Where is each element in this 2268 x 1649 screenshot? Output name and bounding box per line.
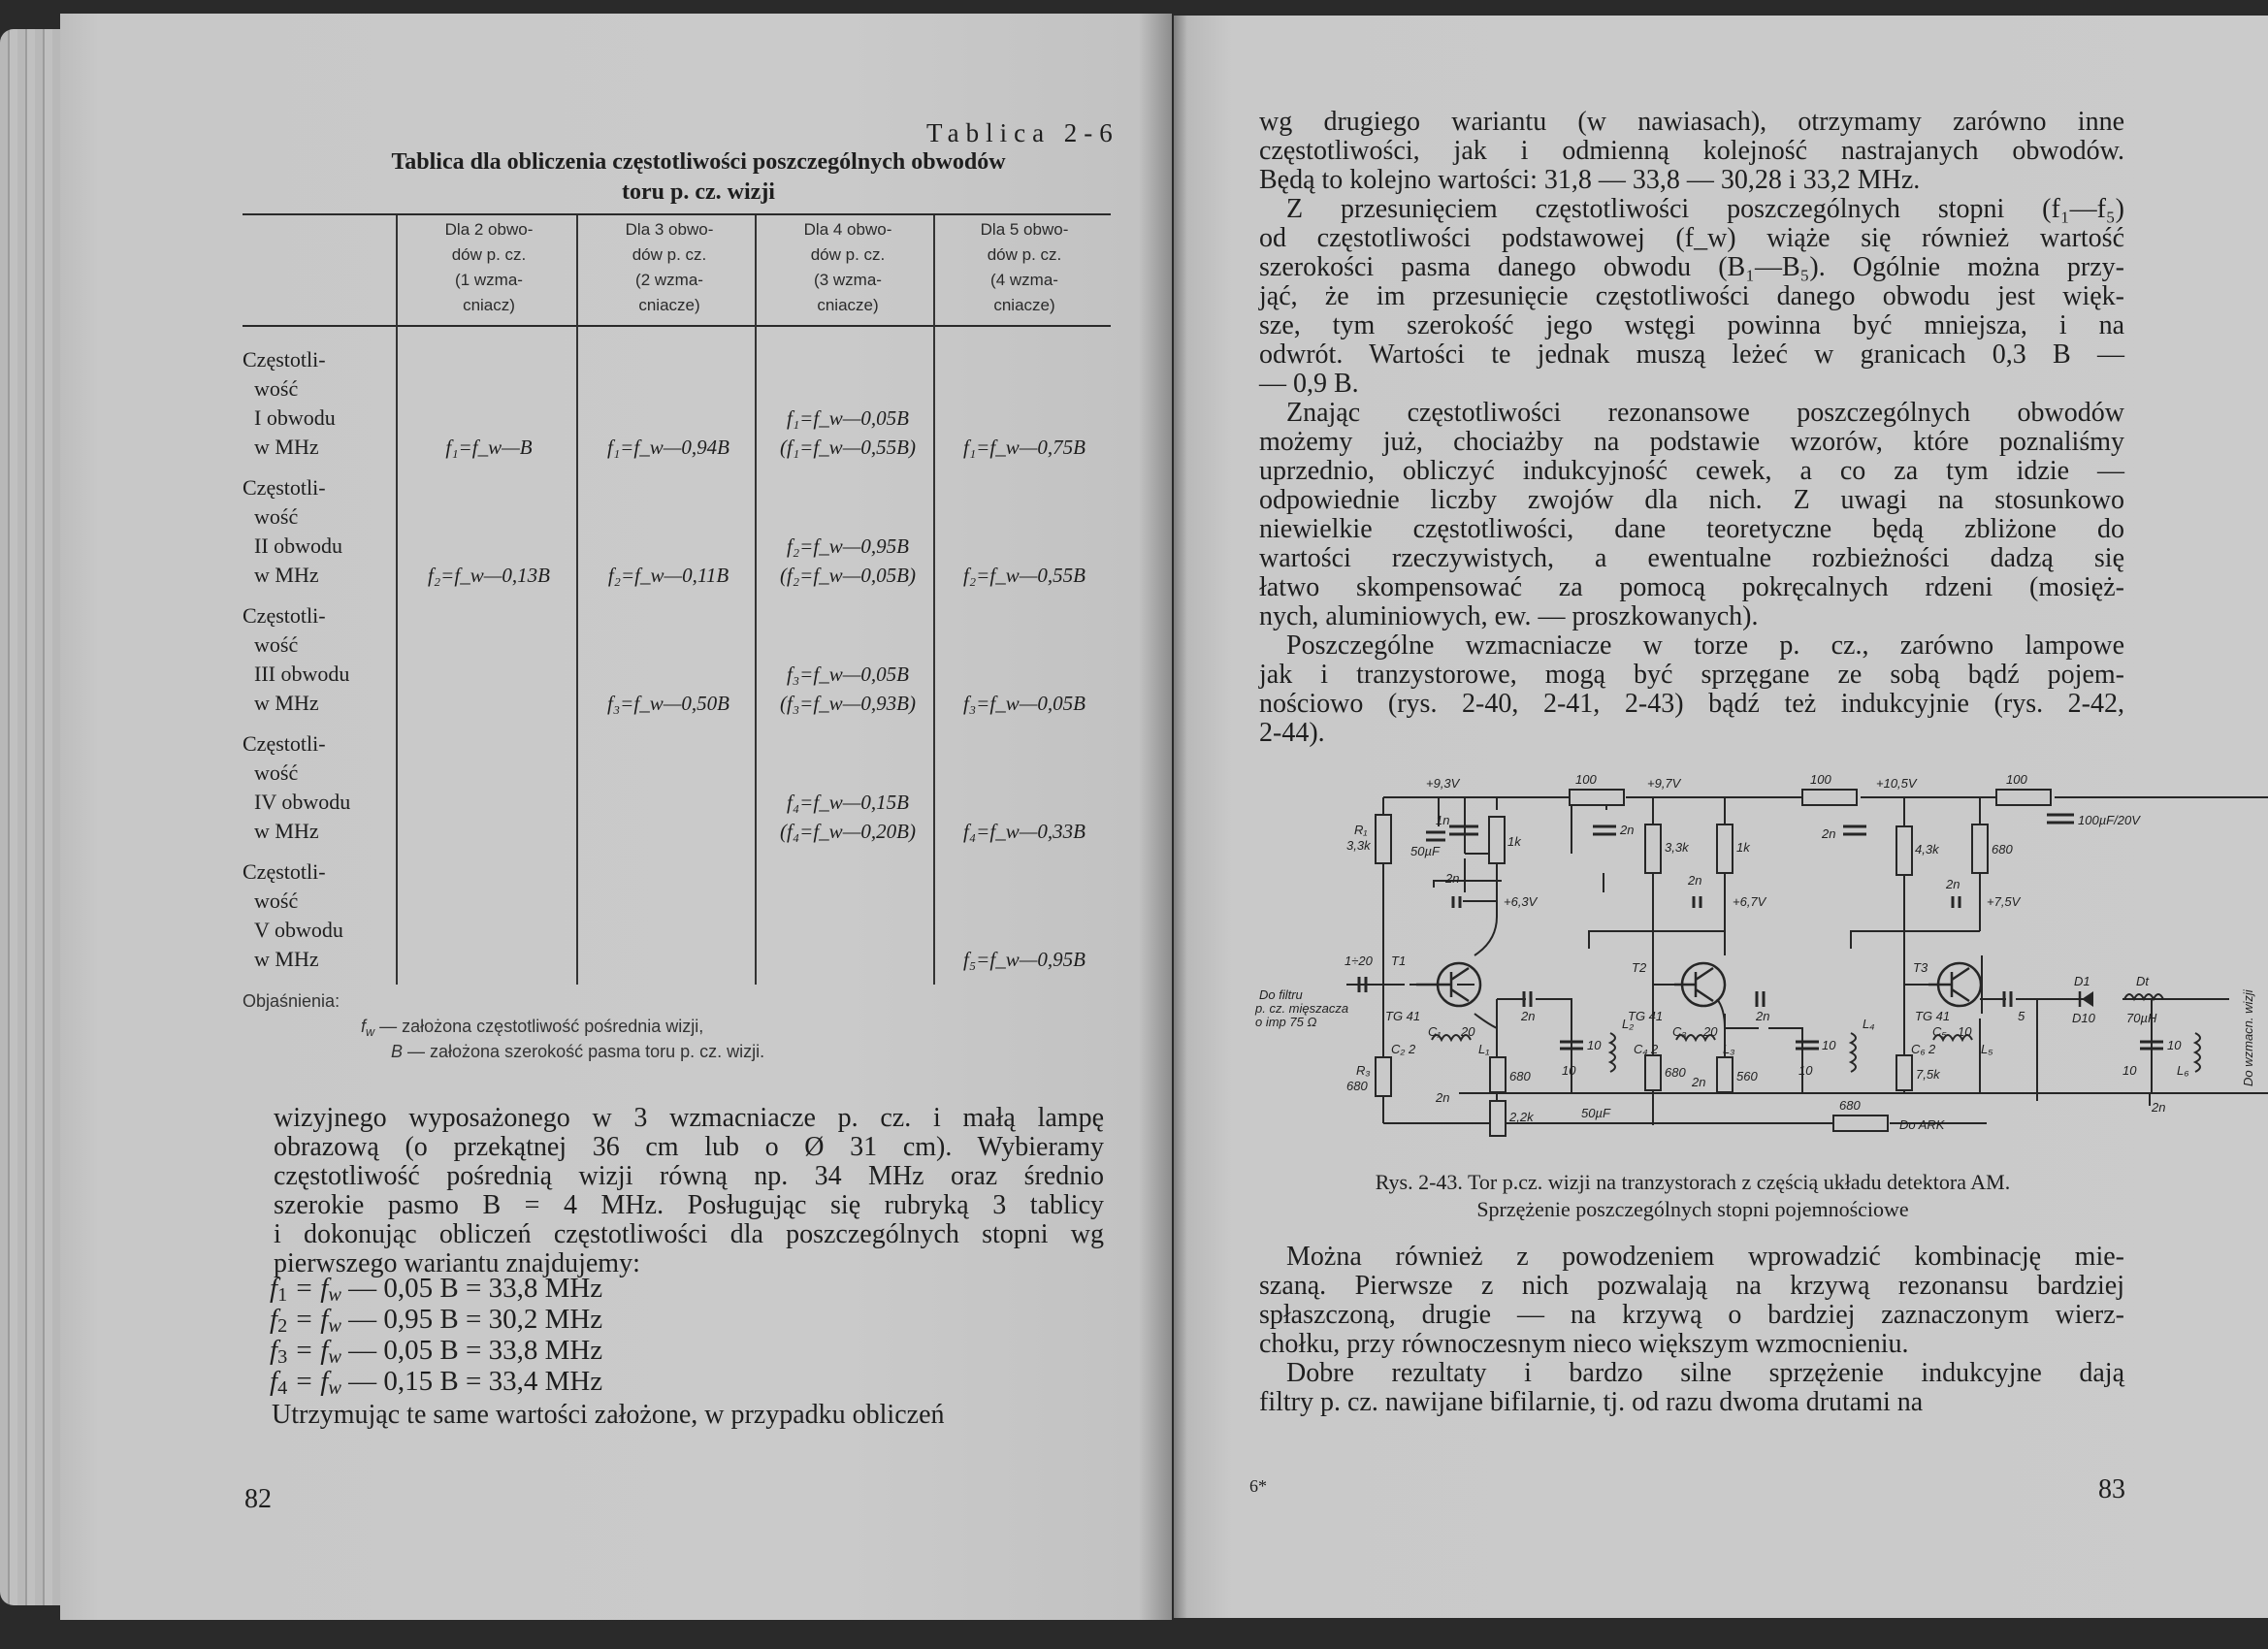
table-cell: (f₄=f_w—0,20B) — [780, 820, 916, 843]
table-cell: f₂=f_w—0,13B — [428, 564, 550, 587]
table-row-label — [243, 601, 349, 718]
header-line: (3 wzma- — [814, 271, 882, 289]
table-cell: f₃=f_w—0,05B — [787, 663, 909, 686]
label-t2: T2 — [1632, 960, 1647, 975]
table-cell: f₃=f_w—0,50B — [607, 692, 729, 715]
table-cell: f₄=f_w—0,15B — [787, 791, 909, 814]
eq-subscript: 4 — [277, 1377, 288, 1399]
row-label-line: wość — [254, 376, 299, 401]
text-line: niewielkie częstotliwości, dane teoretyczne będą zbliżone do — [1259, 514, 2124, 544]
text-line: częstotliwość pośrednią wizji równą np. 34 MHz oraz średnio — [274, 1161, 1104, 1191]
resistor-680-b — [1490, 1057, 1506, 1092]
row-label-line: Częstotli- — [243, 731, 326, 756]
label-50uf: 50µF — [1410, 844, 1440, 858]
text-line: nościowo (rys. 2-40, 2-41, 2-43) bądź też indukcyjnie (rys. 2-42, — [1259, 689, 2124, 719]
text-line: — 0,9 B. — [1259, 369, 1359, 399]
row-label-line: wość — [254, 889, 299, 913]
label-l2: L₂ — [1622, 1017, 1635, 1031]
label-560: 560 — [1736, 1069, 1758, 1083]
text-line: Poszczególne wzmacniacze w torze p. cz., zarówno lampowe — [1286, 630, 2124, 661]
label-1-20: 1÷20 — [1345, 954, 1373, 968]
label-c3-value: 20 — [1703, 1024, 1718, 1039]
row-label-line: Częstotli- — [243, 475, 326, 500]
text-line: filtry p. cz. nawijane bifilarnie, tj. od razu dwoma drutami na — [1259, 1387, 1924, 1417]
row-label-line: II obwodu — [254, 534, 343, 558]
header-line: cniacze) — [817, 296, 879, 314]
caption-line-2: Sprzężenie poszczególnych stopni pojemnościowe — [1476, 1197, 1909, 1221]
label-d1: D1 — [2074, 974, 2090, 988]
label-plus-7-5v: +7,5V — [1987, 894, 2021, 909]
book-page-edges — [0, 29, 60, 1605]
capacitor-2n-e — [1953, 896, 1960, 908]
table-title-line-2: toru p. cz. wizji — [622, 179, 775, 205]
text-line: odpowiednie liczby zwojów dla nich. Z uwagi na stosunkowo — [1259, 485, 2124, 515]
resistors — [1376, 790, 2051, 1136]
text-line: spłaszczoną, drugie — na krzywą o bardziej zaznaczonym wierz- — [1259, 1300, 2124, 1330]
text-line: Znając częstotliwości rezonansowe poszczególnych obwodów — [1286, 398, 2124, 428]
text-line: i dokonując obliczeń częstotliwości dla poszczególnych stopni wg — [274, 1219, 1104, 1249]
table-top-rule — [243, 213, 1111, 215]
row-label-line: III obwodu — [254, 662, 350, 686]
label-input-2: p. cz. mięszacza — [1255, 1001, 1349, 1016]
text-line: jąć, że im przesunięcie częstotliwości danego obwodu jest więk- — [1259, 281, 2124, 311]
label-c6-value: 2 — [1928, 1042, 1936, 1056]
resistor-100-b — [1802, 790, 1857, 805]
label-l6: L₆ — [2177, 1063, 2189, 1078]
table-cell: f₁=f_w—0,05B — [787, 406, 909, 430]
resistor-680-a — [1972, 824, 1988, 873]
text-line: jak i tranzystorowe, mogą być sprzęgane ze sobą bądź pojem- — [1259, 660, 2124, 690]
label-680-a: 680 — [1992, 842, 2013, 857]
label-2n-f: 2n — [1521, 1009, 1536, 1023]
label-100uf-20v: 100µF/20V — [2078, 813, 2140, 827]
label-2n-a: 2n — [1445, 871, 1460, 886]
label-680-c: 680 — [1665, 1065, 1686, 1080]
right-paragraph-6 — [1259, 1359, 2124, 1417]
text-line: Z przesunięciem częstotliwości poszczególnych stopni (f₁—f₅) — [1286, 194, 2124, 224]
label-680-d: 680 — [1839, 1098, 1861, 1113]
circuit-labels — [1254, 772, 2268, 1132]
eq-equals: = f — [287, 1335, 329, 1366]
resistor-100-a — [1570, 790, 1624, 805]
header-line: cniacz) — [463, 296, 515, 314]
label-10-e: 10 — [2122, 1063, 2137, 1078]
label-l4: L₄ — [1863, 1017, 1875, 1031]
label-plus-9-3v: +9,3V — [1426, 776, 1460, 791]
table-row-label — [243, 345, 336, 462]
eq-rest: — 0,15 B = 33,4 MHz — [340, 1366, 603, 1397]
table-column-divider — [933, 215, 935, 985]
row-label-line: wość — [254, 504, 299, 529]
eq-symbol: f — [270, 1304, 278, 1335]
legend-line-b — [391, 1042, 764, 1062]
text-line: Można również z powodzeniem wprowadzić kombinację mie- — [1286, 1242, 2124, 1272]
text-line: Dobre rezultaty i bardzo silne sprzężenie indukcyjne dają — [1286, 1358, 2124, 1388]
text-line: szerokości pasma danego obwodu (B₁—B₅). Ogólnie można przy- — [1259, 252, 2124, 282]
table-cell: (f₃=f_w—0,93B) — [780, 692, 916, 715]
resistor-3-3k — [1645, 824, 1661, 873]
label-2n-d: 2n — [1822, 826, 1836, 841]
label-c5-value: 10 — [1958, 1024, 1972, 1039]
table-column-header — [761, 217, 935, 318]
label-2n-i: 2n — [1436, 1090, 1450, 1105]
capacitor-2n-a — [1453, 896, 1460, 908]
label-plus-10-5v: +10,5V — [1876, 776, 1917, 791]
resistor-r1 — [1376, 815, 1391, 863]
row-label-line: w MHz — [254, 435, 319, 459]
capacitor-2n-c — [1694, 896, 1701, 908]
text-line: Utrzymując te same wartości założone, w przypadku obliczeń — [272, 1400, 945, 1430]
label-plus-6-3v: +6,3V — [1504, 894, 1538, 909]
right-paragraph-5 — [1259, 1243, 2124, 1359]
table-column-divider — [755, 215, 757, 985]
label-c4-value: 2 — [1651, 1042, 1659, 1056]
header-line: Dla 2 obwo- — [444, 220, 534, 239]
legend-text: — założona szerokość pasma toru p. cz. wizji. — [403, 1042, 765, 1061]
eq-equals: = f — [287, 1366, 329, 1397]
label-tg41-1: TG 41 — [1385, 1009, 1421, 1023]
table-cell: f₁=f_w—B — [445, 436, 533, 459]
text-line: pierwszego wariantu znajdujemy: — [274, 1248, 640, 1278]
label-1k-b: 1k — [1736, 840, 1750, 855]
row-label-line: Częstotli- — [243, 347, 326, 372]
coils — [1432, 994, 2200, 1072]
header-line: (1 wzma- — [455, 271, 523, 289]
table-row-label — [243, 473, 342, 590]
label-r1-value: 3,3k — [1346, 838, 1371, 853]
text-line: szerokie pasmo B = 4 MHz. Posługując się rubryką 3 tablicy — [274, 1190, 1104, 1220]
label-l5: L₅ — [1981, 1042, 1993, 1056]
label-t3: T3 — [1913, 960, 1928, 975]
eq-subscript: 3 — [277, 1346, 288, 1368]
resistor-4-3k — [1896, 826, 1912, 875]
label-tg41-3: TG 41 — [1915, 1009, 1951, 1023]
row-label-line: w MHz — [254, 947, 319, 971]
label-10-f: 10 — [2167, 1038, 2182, 1052]
text-line: uprzednio, obliczyć indukcyjność cewek, a co za tym idzie — — [1259, 456, 2124, 486]
label-2-2k: 2,2k — [1509, 1110, 1534, 1124]
label-c1: C₁ — [1428, 1024, 1442, 1039]
right-paragraph-2 — [1259, 195, 2124, 399]
legend-symbol: B — [391, 1042, 404, 1061]
eq-symbol: f — [270, 1273, 278, 1304]
table-column-header — [937, 217, 1112, 318]
resistor-7-5k — [1896, 1055, 1912, 1090]
left-paragraph-2 — [272, 1401, 1104, 1430]
label-r3: R₃ — [1356, 1063, 1371, 1078]
label-c3: C₃ — [1672, 1024, 1687, 1039]
label-c6: C₆ — [1911, 1042, 1926, 1056]
eq-subscript: w — [328, 1377, 341, 1399]
label-10-a: 10 — [1587, 1038, 1602, 1052]
table-header-rule — [243, 325, 1111, 327]
row-label-line: I obwodu — [254, 405, 336, 430]
row-label-line: V obwodu — [254, 918, 343, 942]
table-title-line-1: Tablica dla obliczenia częstotliwości poszczególnych obwodów — [391, 149, 1006, 175]
label-2n-b: 2n — [1620, 823, 1635, 837]
table-cell: f₂=f_w—0,11B — [607, 564, 729, 587]
header-line: (4 wzma- — [990, 271, 1058, 289]
text-line: odwrót. Wartości te jednak muszą leżeć w granicach 0,3 B — — [1259, 340, 2124, 370]
label-50uf-b: 50µF — [1581, 1106, 1610, 1120]
label-c4: C₄ — [1634, 1042, 1648, 1056]
text-line: wartości rzeczywistych, a ewentualne rozbieżności dadzą się — [1259, 543, 2124, 573]
table-row-label — [243, 857, 343, 974]
table-cell: (f₂=f_w—0,05B) — [780, 564, 916, 587]
row-label-line: Częstotli- — [243, 603, 326, 628]
label-2n-h: 2n — [2152, 1100, 2166, 1115]
capacitor-2n-f — [1524, 991, 1531, 1007]
resistor-2-2k — [1490, 1101, 1506, 1136]
header-line: dów p. cz. — [632, 245, 707, 264]
right-paragraph-3 — [1259, 399, 2124, 631]
header-line: dów p. cz. — [810, 245, 886, 264]
resistor-r3 — [1376, 1057, 1391, 1096]
header-line: Dla 5 obwo- — [980, 220, 1069, 239]
resistor-1k-b — [1717, 824, 1733, 873]
label-c5: C₅ — [1932, 1024, 1947, 1039]
eq-subscript: w — [328, 1315, 341, 1337]
table-cell: f₃=f_w—0,05B — [963, 692, 1085, 715]
label-7-5k: 7,5k — [1916, 1067, 1940, 1082]
header-line: cniacze) — [638, 296, 700, 314]
label-2n-e: 2n — [1946, 877, 1960, 891]
eq-rest: — 0,05 B = 33,8 MHz — [340, 1335, 603, 1366]
eq-symbol: f — [270, 1366, 278, 1397]
table-cell: (f₁=f_w—0,55B) — [780, 436, 916, 459]
text-line: chołku, przy równoczesnym nieco większym wzmocnieniu. — [1259, 1329, 1909, 1359]
eq-equals: = f — [287, 1304, 329, 1335]
header-line: Dla 3 obwo- — [625, 220, 714, 239]
eq-subscript: 2 — [277, 1315, 288, 1337]
row-label-line: w MHz — [254, 819, 319, 843]
label-d10: D10 — [2072, 1011, 2095, 1025]
label-r3-value: 680 — [1346, 1079, 1368, 1093]
eq-rest: — 0,05 B = 33,8 MHz — [340, 1273, 603, 1304]
label-c2-value: 2 — [1409, 1042, 1416, 1056]
capacitor-5 — [2004, 991, 2011, 1007]
label-680-b: 680 — [1509, 1069, 1531, 1083]
table-cell: f₁=f_w—0,94B — [607, 436, 729, 459]
label-100-a: 100 — [1575, 772, 1597, 787]
text-line: łatwo skompensować za pomocą pokręcalnych rdzeni (mosięż- — [1259, 572, 2124, 602]
table-cell: f₅=f_w—0,95B — [963, 948, 1085, 971]
text-line: szaną. Pierwsze z nich pozwalają na krzywą rezonansu bardziej — [1259, 1271, 2124, 1301]
label-c2: C₂ — [1391, 1042, 1406, 1056]
figure-caption — [1251, 1169, 2134, 1223]
label-10-c: 10 — [1562, 1063, 1576, 1078]
label-2n-g: 2n — [1756, 1009, 1770, 1023]
resistor-680-d — [1833, 1116, 1888, 1131]
coil-l2 — [1610, 1033, 1615, 1072]
left-paragraph-1 — [274, 1104, 1104, 1278]
legend-line-fw — [361, 1017, 703, 1039]
diode-d1 — [2082, 991, 2093, 1007]
row-label-line: wość — [254, 632, 299, 657]
header-line: dów p. cz. — [451, 245, 527, 264]
label-2n-j: 2n — [1692, 1075, 1706, 1089]
label-t1: T1 — [1391, 954, 1407, 968]
table-title — [281, 147, 1116, 208]
capacitor-100uf — [2047, 815, 2074, 823]
capacitor-2n-d — [1843, 826, 1866, 834]
capacitor-2n-b — [1593, 826, 1616, 834]
table-cell: f₂=f_w—0,55B — [963, 564, 1085, 587]
table-column-divider — [576, 215, 578, 985]
capacitor-10-b — [1796, 1042, 1819, 1049]
table-row-label — [243, 729, 350, 846]
header-line: dów p. cz. — [987, 245, 1062, 264]
row-label-line: Częstotli- — [243, 859, 326, 884]
label-do-wzmacn-wizji: Do wzmacn. wizji — [2241, 989, 2255, 1086]
text-line: nych, aluminiowych, ew. — proszkowanych). — [1259, 601, 1759, 631]
label-5: 5 — [2018, 1009, 2025, 1023]
resistor-100-c — [1996, 790, 2051, 805]
header-line: (2 wzma- — [635, 271, 703, 289]
text-line: możemy już, chociażby na podstawie wzorów, które poznaliśmy — [1259, 427, 2124, 457]
label-3-3k: 3,3k — [1665, 840, 1689, 855]
label-10-d: 10 — [1798, 1063, 1813, 1078]
text-line: od częstotliwości podstawowej (f_w) wiąże się również wartość — [1259, 223, 2124, 253]
label-1k-a: 1k — [1507, 834, 1521, 849]
legend-text: — założona częstotliwość pośrednia wizji, — [374, 1017, 704, 1036]
page-number-left: 82 — [244, 1484, 272, 1514]
eq-equals: = f — [287, 1273, 329, 1304]
legend-symbol: f — [361, 1017, 367, 1036]
label-c1-value: 20 — [1461, 1024, 1475, 1039]
label-r1: R₁ — [1354, 823, 1368, 837]
row-label-line: wość — [254, 760, 299, 785]
table-column-header — [582, 217, 757, 318]
table-column-divider — [396, 215, 398, 985]
text-line: sze, tym szerokość jego wstęgi powinna być mniejsza, i na — [1259, 310, 2124, 340]
label-tg41-2: TG 41 — [1628, 1009, 1664, 1023]
resistor-680-c — [1645, 1055, 1661, 1090]
legend-title: Objaśnienia: — [243, 991, 340, 1011]
label-10-b: 10 — [1822, 1038, 1836, 1052]
label-plus-9-7v: +9,7V — [1647, 776, 1681, 791]
right-paragraph-4 — [1259, 631, 2124, 748]
capacitor-1n — [1426, 832, 1445, 840]
row-label-line: w MHz — [254, 563, 319, 587]
label-4-3k: 4,3k — [1915, 842, 1939, 857]
text-line: wizyjnego wyposażonego w 3 wzmacniacze p. cz. i małą lampę — [274, 1103, 1104, 1133]
row-label-line: IV obwodu — [254, 790, 351, 814]
label-100-b: 100 — [1810, 772, 1831, 787]
header-line: cniacze) — [993, 296, 1055, 314]
text-line: Będą to kolejno wartości: 31,8 — 33,8 — 30,28 i 33,2 MHz. — [1259, 165, 1921, 195]
caption-line-1: Rys. 2-43. Tor p.cz. wizji na tranzystorach z częścią układu detektora AM. — [1375, 1170, 2011, 1194]
label-dt: Dt — [2136, 974, 2149, 988]
resistor-1k-a — [1489, 817, 1505, 863]
eq-rest: — 0,95 B = 30,2 MHz — [340, 1304, 603, 1335]
label-2n-c: 2n — [1688, 873, 1702, 888]
text-line: 2-44). — [1259, 718, 1325, 748]
label-100-c: 100 — [2006, 772, 2027, 787]
legend-subscript: w — [366, 1025, 375, 1039]
label-do-ark: Do ARK — [1899, 1117, 1945, 1132]
resistor-560 — [1717, 1057, 1733, 1092]
page-number-right: 83 — [2098, 1474, 2125, 1504]
label-l1: L₁ — [1478, 1042, 1490, 1056]
label-1n: 1n — [1436, 813, 1450, 827]
eq-subscript: w — [328, 1346, 341, 1368]
table-cell: f₁=f_w—0,75B — [963, 436, 1085, 459]
label-plus-6-7v: +6,7V — [1733, 894, 1766, 909]
table-cell: f₂=f_w—0,95B — [787, 534, 909, 558]
table-number: Tablica 2-6 — [926, 118, 1119, 147]
capacitor-2n-g — [1757, 991, 1764, 1007]
equation — [270, 1366, 602, 1404]
table-cell: f₄=f_w—0,33B — [963, 820, 1085, 843]
text-line: obrazową (o przekątnej 36 cm lub o Ø 31 cm). Wybieramy — [274, 1132, 1104, 1162]
header-line: Dla 4 obwo- — [803, 220, 892, 239]
signature-mark: 6* — [1249, 1476, 1267, 1496]
circuit-diagram — [1220, 766, 2255, 1154]
label-70uh: 70µH — [2126, 1011, 2157, 1025]
eq-subscript: 1 — [277, 1284, 288, 1306]
text-line: wg drugiego wariantu (w nawiasach), otrzymamy zarówno inne — [1259, 107, 2124, 137]
label-l3: L₃ — [1723, 1042, 1735, 1056]
row-label-line: w MHz — [254, 691, 319, 715]
coil-l4 — [1851, 1033, 1856, 1072]
table-column-header — [402, 217, 576, 318]
text-line: częstotliwości, jak i odmienną kolejność nastrajanych obwodów. — [1259, 136, 2124, 166]
label-input-3: o imp 75 Ω — [1255, 1015, 1317, 1029]
eq-subscript: w — [328, 1284, 341, 1306]
right-paragraph-1 — [1259, 108, 2124, 195]
label-input-1: Do filtru — [1259, 987, 1303, 1002]
eq-symbol: f — [270, 1335, 278, 1366]
